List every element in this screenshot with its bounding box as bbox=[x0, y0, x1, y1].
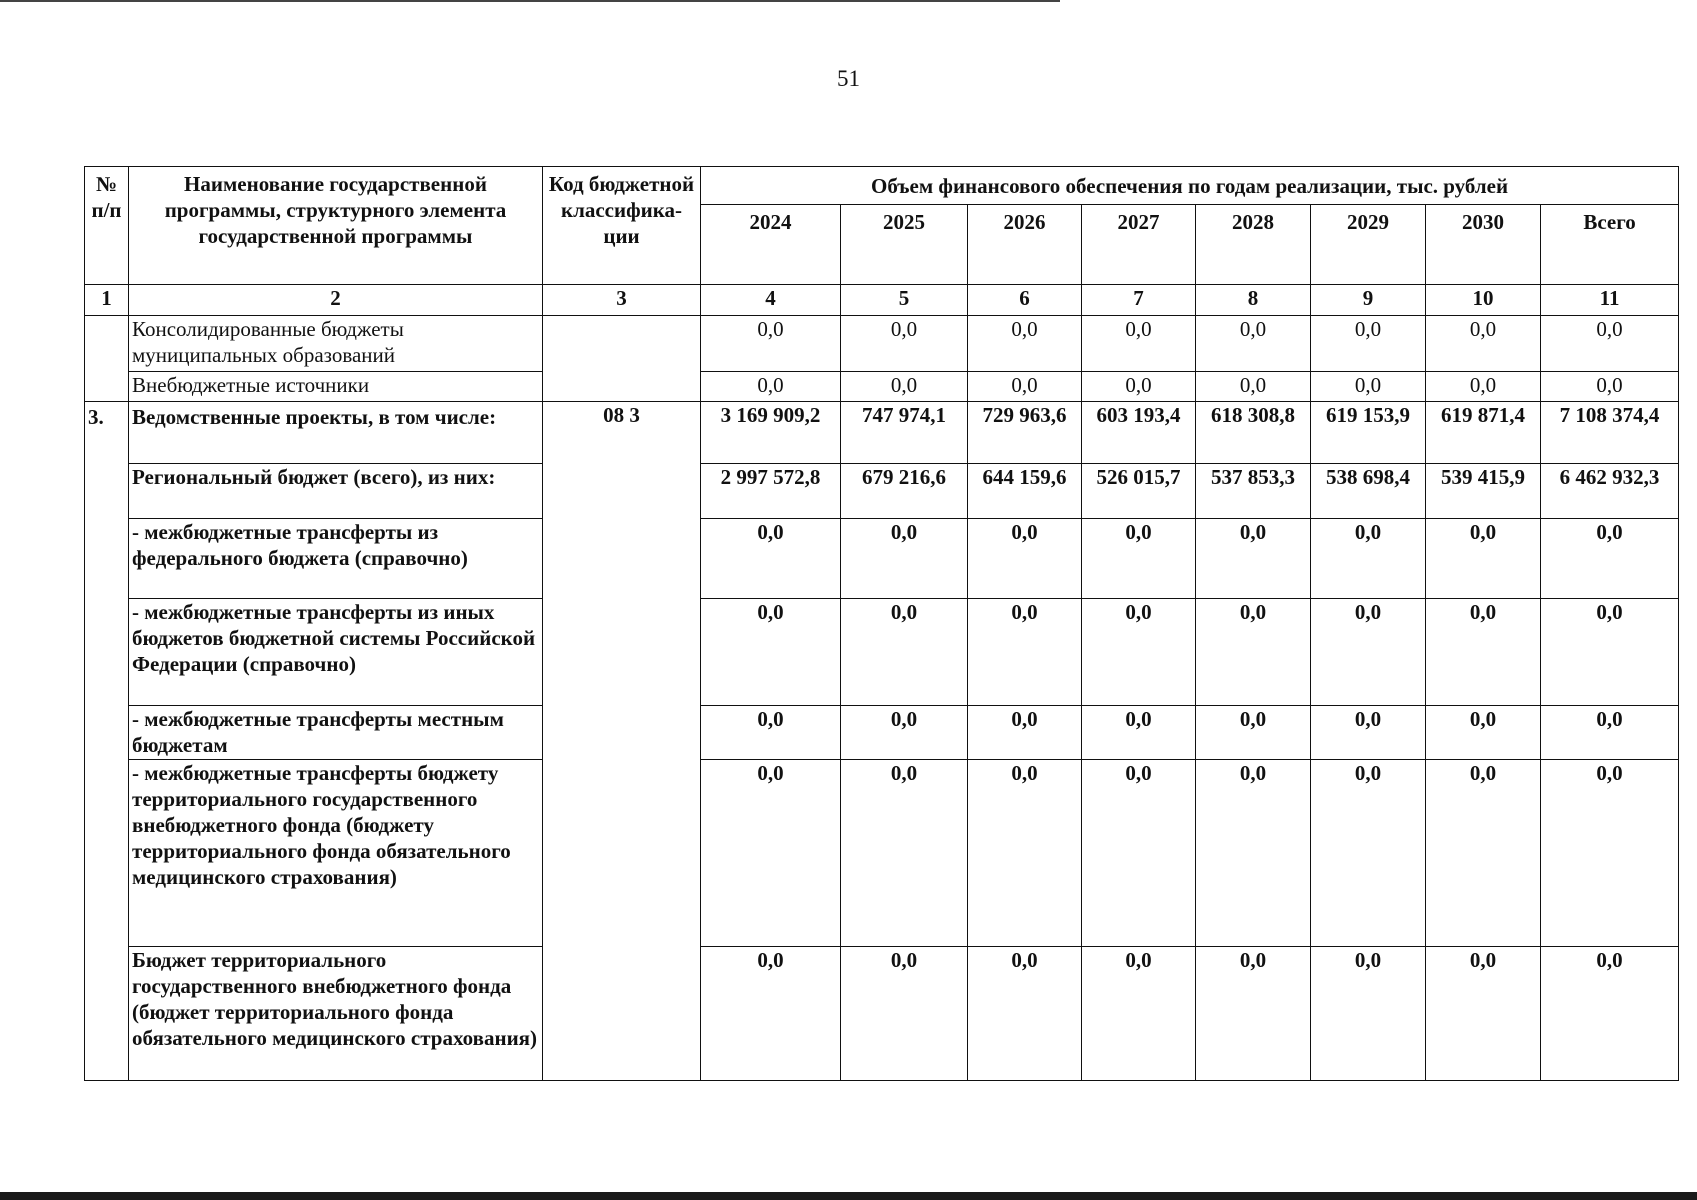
table-row bbox=[85, 599, 1679, 706]
row-value: 619 871,4 bbox=[1426, 402, 1541, 464]
header-year: 2028 bbox=[1196, 205, 1311, 285]
table-row bbox=[85, 706, 1679, 760]
row-value: 0,0 bbox=[1082, 372, 1196, 402]
header-code: Код бюджетной классифика-ции bbox=[543, 167, 701, 285]
row-value: 526 015,7 bbox=[1082, 464, 1196, 519]
row-value: 0,0 bbox=[841, 316, 968, 372]
row-name: - межбюджетные трансферты из федерального бюджета (справочно) bbox=[129, 519, 543, 599]
row-value: 0,0 bbox=[1311, 706, 1426, 760]
row-code: 08 3 bbox=[543, 402, 701, 1081]
row-value: 644 159,6 bbox=[968, 464, 1082, 519]
table-row bbox=[85, 372, 1679, 402]
row-name: Внебюджетные источники bbox=[129, 372, 543, 402]
scan-bottom-edge bbox=[0, 1192, 1697, 1200]
row-name: - межбюджетные трансферты из иных бюджетов бюджетной системы Российской Федерации (справочно) bbox=[129, 599, 543, 706]
row-name: - межбюджетные трансферты бюджету территориального государственного внебюджетного фонда (бюджету территориального фонда обязательного медицинского страхования) bbox=[129, 760, 543, 947]
table-row bbox=[85, 402, 1679, 464]
table-row bbox=[85, 316, 1679, 372]
column-number: 8 bbox=[1196, 285, 1311, 316]
column-number: 9 bbox=[1311, 285, 1426, 316]
row-value: 0,0 bbox=[1311, 316, 1426, 372]
column-number: 5 bbox=[841, 285, 968, 316]
financing-table bbox=[84, 166, 1679, 1081]
row-total: 0,0 bbox=[1541, 599, 1679, 706]
row-index bbox=[85, 316, 129, 402]
row-value: 0,0 bbox=[1082, 316, 1196, 372]
row-value: 0,0 bbox=[701, 599, 841, 706]
header-year: 2029 bbox=[1311, 205, 1426, 285]
header-year: 2025 bbox=[841, 205, 968, 285]
row-value: 0,0 bbox=[1196, 316, 1311, 372]
row-value: 538 698,4 bbox=[1311, 464, 1426, 519]
row-name: - межбюджетные трансферты местным бюджетам bbox=[129, 706, 543, 760]
row-name: Региональный бюджет (всего), из них: bbox=[129, 464, 543, 519]
column-number: 3 bbox=[543, 285, 701, 316]
row-total: 6 462 932,3 bbox=[1541, 464, 1679, 519]
table-row bbox=[85, 947, 1679, 1081]
row-value: 0,0 bbox=[701, 760, 841, 947]
row-name: Консолидированные бюджеты муниципальных образований bbox=[129, 316, 543, 372]
header-year: 2024 bbox=[701, 205, 841, 285]
row-name: Ведомственные проекты, в том числе: bbox=[129, 402, 543, 464]
row-value: 747 974,1 bbox=[841, 402, 968, 464]
row-value: 0,0 bbox=[1311, 760, 1426, 947]
row-value: 729 963,6 bbox=[968, 402, 1082, 464]
row-value: 0,0 bbox=[968, 372, 1082, 402]
column-number: 10 bbox=[1426, 285, 1541, 316]
row-value: 0,0 bbox=[1311, 599, 1426, 706]
row-value: 0,0 bbox=[1426, 706, 1541, 760]
row-value: 2 997 572,8 bbox=[701, 464, 841, 519]
row-value: 0,0 bbox=[841, 760, 968, 947]
header-volume: Объем финансового обеспечения по годам реализации, тыс. рублей bbox=[701, 167, 1679, 205]
row-total: 7 108 374,4 bbox=[1541, 402, 1679, 464]
row-value: 603 193,4 bbox=[1082, 402, 1196, 464]
column-number: 7 bbox=[1082, 285, 1196, 316]
row-value: 0,0 bbox=[701, 947, 841, 1081]
row-total: 0,0 bbox=[1541, 706, 1679, 760]
row-value: 0,0 bbox=[968, 947, 1082, 1081]
row-value: 679 216,6 bbox=[841, 464, 968, 519]
row-value: 618 308,8 bbox=[1196, 402, 1311, 464]
table-row bbox=[85, 519, 1679, 599]
row-value: 0,0 bbox=[701, 372, 841, 402]
row-value: 0,0 bbox=[841, 947, 968, 1081]
row-value: 0,0 bbox=[1196, 519, 1311, 599]
header-total: Всего bbox=[1541, 205, 1679, 285]
row-value: 0,0 bbox=[1311, 519, 1426, 599]
row-value: 0,0 bbox=[1196, 372, 1311, 402]
row-value: 0,0 bbox=[1426, 519, 1541, 599]
header-year: 2026 bbox=[968, 205, 1082, 285]
header-name: Наименование государственной программы, структурного элемента государственной программы bbox=[129, 167, 543, 285]
row-value: 0,0 bbox=[1426, 947, 1541, 1081]
column-number: 1 bbox=[85, 285, 129, 316]
row-total: 0,0 bbox=[1541, 519, 1679, 599]
table-row bbox=[85, 760, 1679, 947]
row-value: 0,0 bbox=[1426, 599, 1541, 706]
scan-top-edge bbox=[0, 0, 1060, 2]
row-value: 0,0 bbox=[841, 519, 968, 599]
row-total: 0,0 bbox=[1541, 316, 1679, 372]
row-value: 0,0 bbox=[1082, 599, 1196, 706]
row-total: 0,0 bbox=[1541, 760, 1679, 947]
row-value: 0,0 bbox=[968, 599, 1082, 706]
row-index: 3. bbox=[85, 402, 129, 1081]
row-value: 0,0 bbox=[968, 519, 1082, 599]
header-num: № п/п bbox=[85, 167, 129, 285]
row-value: 0,0 bbox=[1311, 947, 1426, 1081]
row-value: 0,0 bbox=[968, 706, 1082, 760]
row-name: Бюджет территориального государственного внебюджетного фонда (бюджет территориального фонда обязательного медицинского страхования) bbox=[129, 947, 543, 1081]
row-value: 0,0 bbox=[1196, 760, 1311, 947]
row-value: 0,0 bbox=[701, 519, 841, 599]
row-total: 0,0 bbox=[1541, 947, 1679, 1081]
row-value: 0,0 bbox=[1082, 760, 1196, 947]
row-value: 0,0 bbox=[1196, 706, 1311, 760]
row-value: 0,0 bbox=[1426, 372, 1541, 402]
row-value: 0,0 bbox=[1082, 706, 1196, 760]
row-value: 3 169 909,2 bbox=[701, 402, 841, 464]
row-value: 0,0 bbox=[701, 706, 841, 760]
row-value: 0,0 bbox=[1082, 947, 1196, 1081]
row-value: 0,0 bbox=[968, 316, 1082, 372]
row-value: 0,0 bbox=[841, 706, 968, 760]
row-value: 539 415,9 bbox=[1426, 464, 1541, 519]
row-value: 0,0 bbox=[701, 316, 841, 372]
row-value: 0,0 bbox=[968, 760, 1082, 947]
column-number: 2 bbox=[129, 285, 543, 316]
row-value: 619 153,9 bbox=[1311, 402, 1426, 464]
row-value: 0,0 bbox=[1082, 519, 1196, 599]
row-total: 0,0 bbox=[1541, 372, 1679, 402]
row-value: 0,0 bbox=[1311, 372, 1426, 402]
table-row bbox=[85, 464, 1679, 519]
column-number: 4 bbox=[701, 285, 841, 316]
header-year: 2027 bbox=[1082, 205, 1196, 285]
row-value: 0,0 bbox=[1426, 760, 1541, 947]
column-number: 11 bbox=[1541, 285, 1679, 316]
row-code bbox=[543, 316, 701, 402]
row-value: 0,0 bbox=[1196, 947, 1311, 1081]
row-value: 537 853,3 bbox=[1196, 464, 1311, 519]
row-value: 0,0 bbox=[841, 599, 968, 706]
row-value: 0,0 bbox=[1196, 599, 1311, 706]
row-value: 0,0 bbox=[1426, 316, 1541, 372]
header-year: 2030 bbox=[1426, 205, 1541, 285]
row-value: 0,0 bbox=[841, 372, 968, 402]
column-number: 6 bbox=[968, 285, 1082, 316]
page-number: 51 bbox=[837, 66, 860, 91]
